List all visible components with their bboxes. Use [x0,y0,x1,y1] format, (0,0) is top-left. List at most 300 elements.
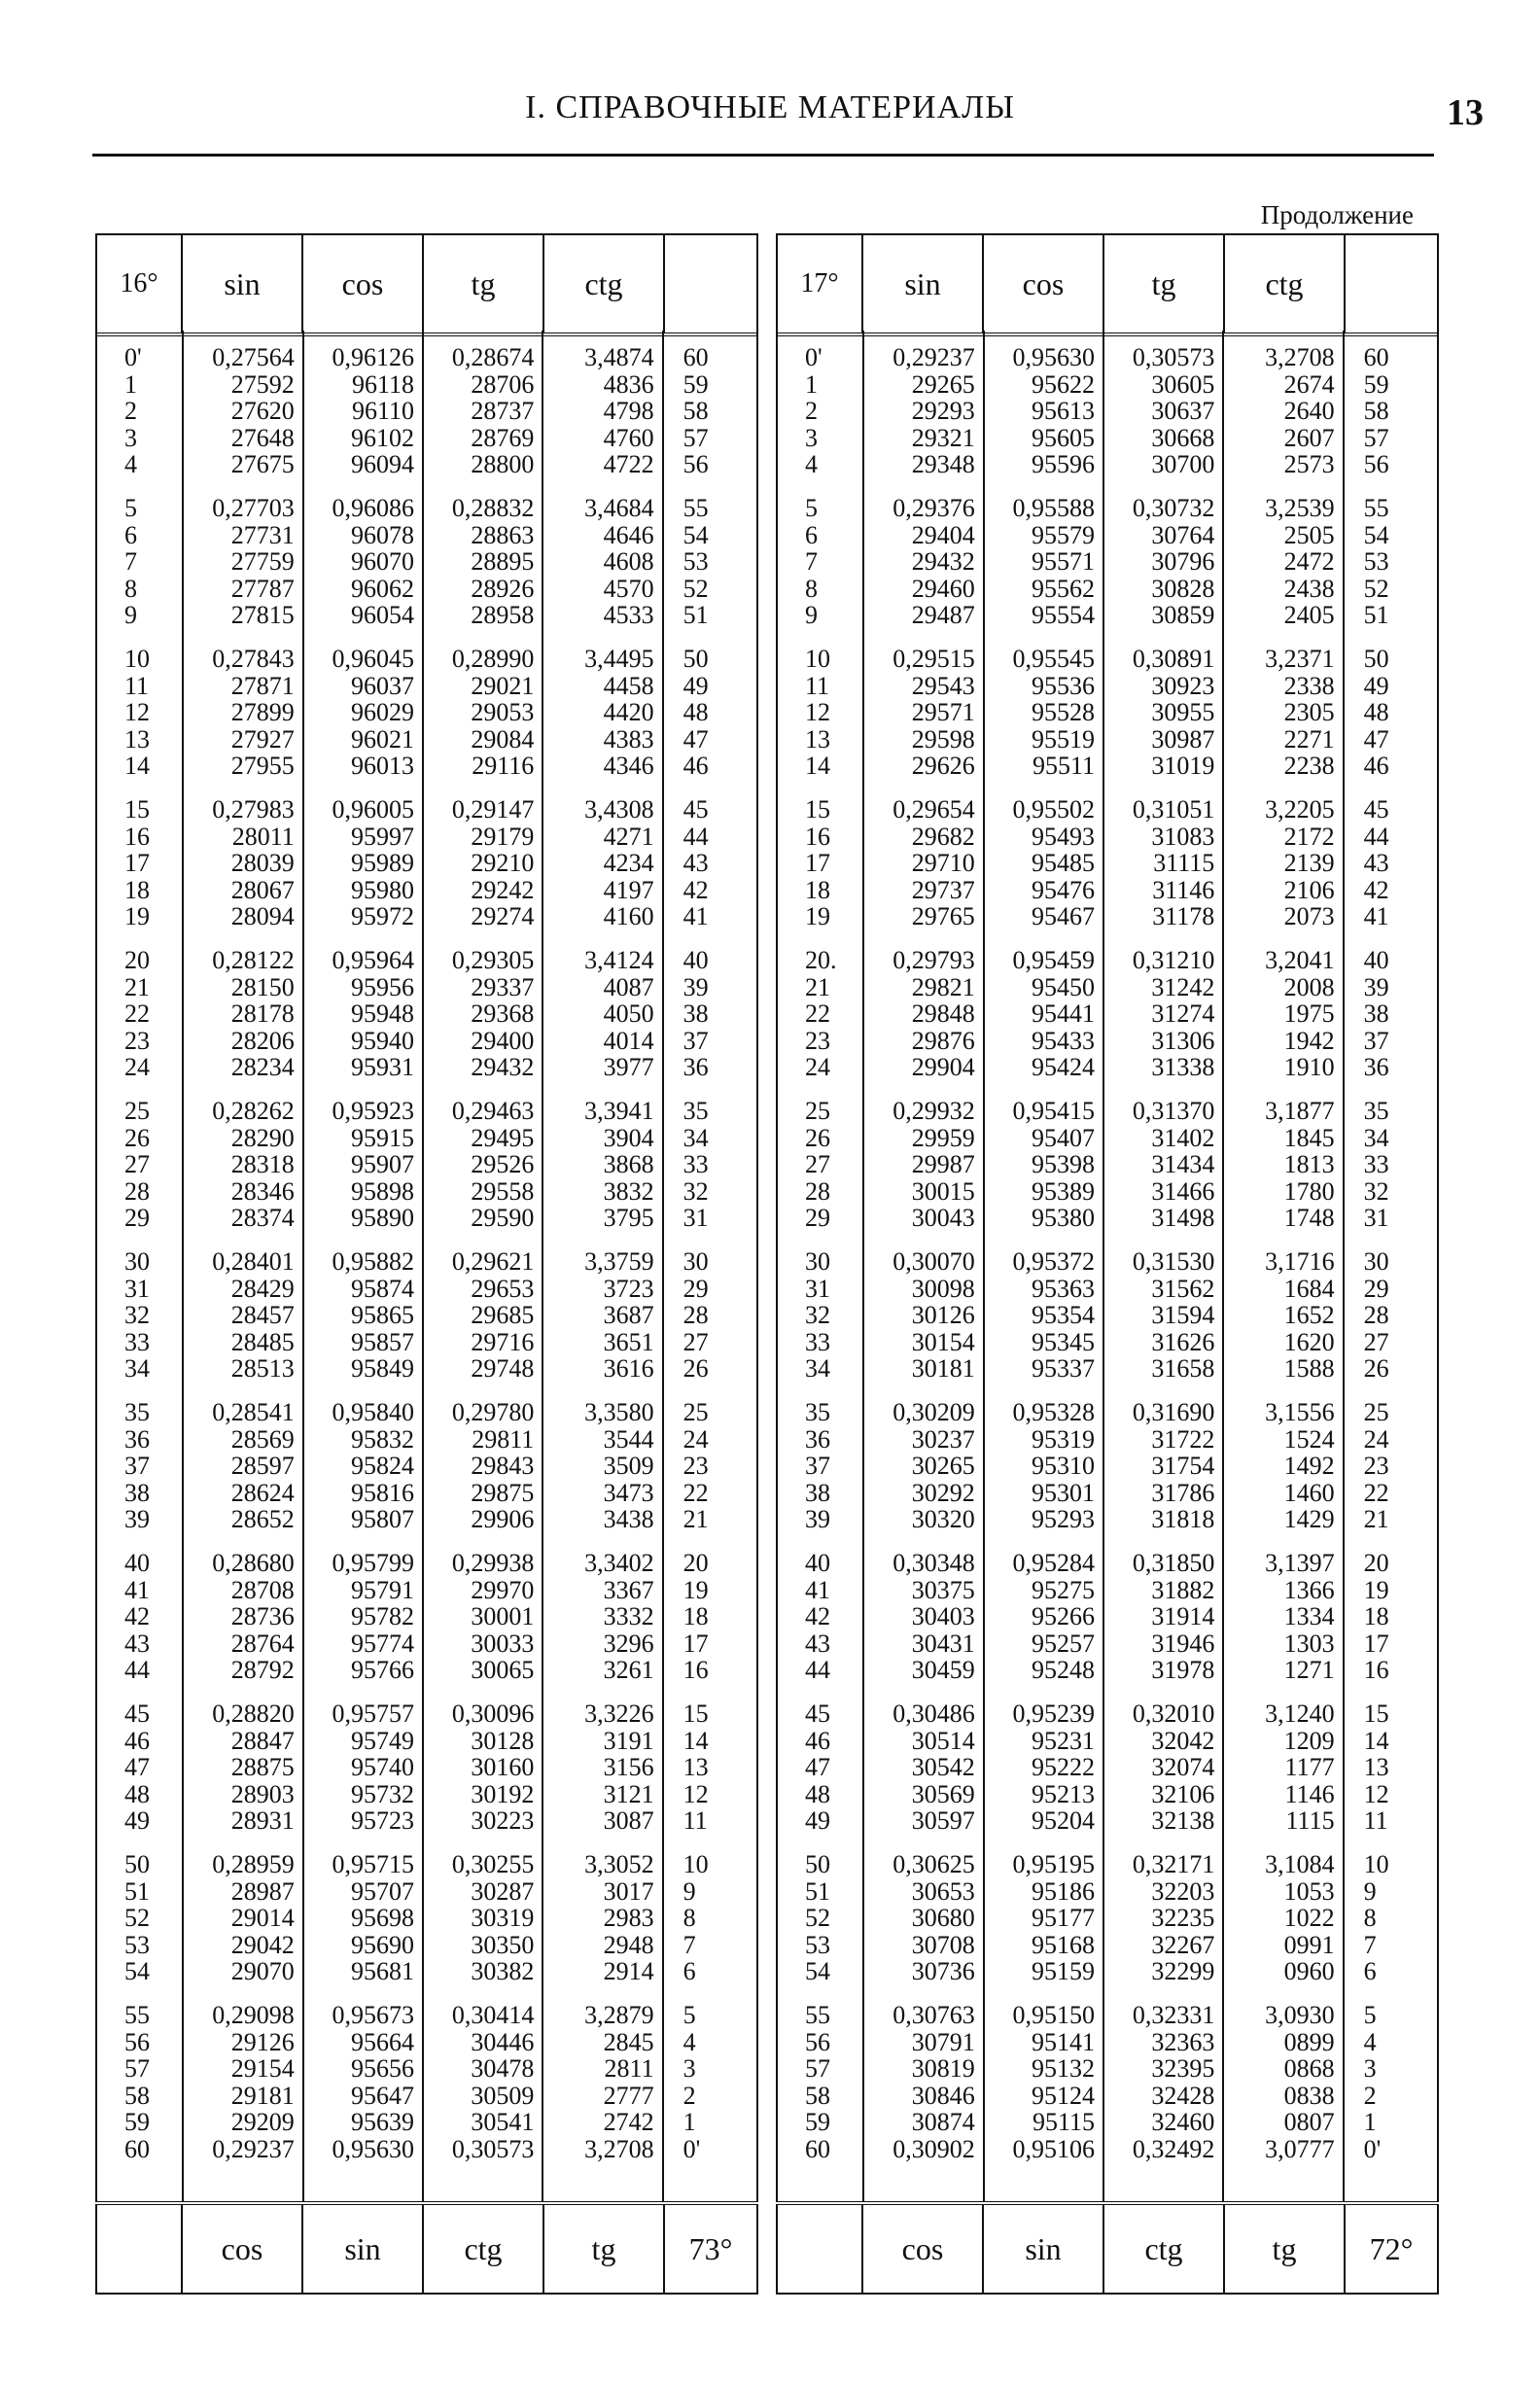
cell-sin: 29321 [911,423,975,452]
cell-tg: 31882 [1151,1575,1215,1604]
cell-rmin: 49 [1363,671,1389,700]
cell-ctg: 3,2879 [584,2001,654,2029]
cell-cos: 95248 [1032,1656,1096,1685]
cell-cos: 95931 [351,1053,415,1082]
footer-tg: ctg [1102,2205,1223,2293]
cell-sin: 0,30902 [892,2135,975,2163]
cell-cos: 95345 [1032,1327,1096,1356]
header-rmin [1344,235,1439,333]
cell-cos: 95433 [1032,1026,1096,1055]
cell-tg: 29811 [472,1424,535,1454]
cell-cos: 96021 [351,724,415,753]
cell-rmin: 15 [682,1700,709,1728]
cell-sin: 29848 [911,999,975,1029]
cell-tg: 0,30255 [451,1850,535,1878]
cell-ctg: 3904 [603,1123,654,1152]
cell-minutes: 49 [805,1806,830,1836]
cell-cos: 95467 [1032,902,1096,931]
cell-sin: 29626 [911,752,975,781]
cell-ctg: 4234 [603,849,654,878]
cell-cos: 0,95757 [332,1700,415,1728]
cell-minutes: 40 [124,1549,150,1577]
cell-minutes: 15 [805,795,830,824]
cell-minutes: 1 [124,369,137,399]
cell-cos: 95732 [351,1779,415,1808]
cell-minutes: 7 [124,547,137,577]
cell-tg: 32106 [1151,1779,1215,1808]
cell-sin: 0,28680 [212,1549,295,1577]
cell-rmin: 35 [682,1097,709,1125]
cell-rmin: 50 [1363,645,1389,673]
cell-sin: 29987 [911,1150,975,1179]
cell-minutes: 39 [805,1505,830,1534]
cell-rmin: 48 [682,698,709,727]
cell-minutes: 6 [124,520,137,549]
cell-ctg: 1845 [1283,1123,1335,1152]
cell-ctg: 4383 [603,724,654,753]
cell-sin: 28346 [230,1176,295,1206]
cell-sin: 0,30070 [892,1247,975,1276]
cell-sin: 28206 [230,1026,295,1055]
cell-rmin: 43 [682,849,709,878]
cell-cos: 95571 [1032,547,1096,577]
cell-minutes: 5 [805,494,818,522]
minutes-column [778,331,862,2201]
cell-cos: 95266 [1032,1602,1096,1631]
cell-tg: 32395 [1151,2054,1215,2084]
cell-minutes: 32 [124,1301,150,1330]
cell-sin: 0,28122 [212,946,295,974]
header-cos: cos [982,235,1102,333]
footer-rmin: 73° [663,2205,758,2293]
cell-sin: 0,29654 [892,795,975,824]
cell-ctg: 3616 [603,1354,654,1384]
cell-sin: 29293 [911,397,975,426]
cell-cos: 95168 [1032,1930,1096,1959]
cell-cos: 95740 [351,1753,415,1782]
cell-minutes: 59 [124,2108,150,2137]
cell-minutes: 35 [805,1398,830,1426]
cell-cos: 95337 [1032,1354,1096,1384]
cell-cos: 95849 [351,1354,415,1384]
cell-minutes: 37 [124,1452,150,1481]
cell-minutes: 21 [805,972,830,1001]
cell-cos: 0,95588 [1012,494,1096,522]
cell-tg: 32363 [1151,2027,1215,2056]
cell-minutes: 41 [124,1575,150,1604]
cell-minutes: 33 [124,1327,150,1356]
cell-tg: 0,31690 [1132,1398,1215,1426]
cell-rmin: 57 [1363,423,1389,452]
cell-cos: 95980 [351,875,415,904]
header-minutes: 16° [95,235,181,333]
cell-minutes: 57 [124,2054,150,2084]
cell-rmin: 47 [682,724,709,753]
cell-rmin: 55 [682,494,709,522]
cell-rmin: 52 [1363,574,1389,603]
cell-tg: 30033 [471,1629,535,1658]
cell-cos: 95681 [351,1957,415,1986]
cell-ctg: 4836 [603,369,654,399]
cell-minutes: 0' [124,343,142,371]
cell-cos: 96094 [351,450,415,479]
cell-sin: 30320 [911,1505,975,1534]
cell-minutes: 18 [124,875,150,904]
cell-cos: 95407 [1032,1123,1096,1152]
cell-cos: 96013 [351,752,415,781]
cell-tg: 31914 [1151,1602,1215,1631]
cell-rmin: 4 [682,2027,696,2056]
cell-tg: 0,29621 [451,1247,535,1276]
cell-minutes: 17 [805,849,830,878]
cell-ctg: 1588 [1283,1354,1335,1384]
cell-tg: 29400 [471,1026,535,1055]
cell-minutes: 58 [805,2081,830,2110]
cell-tg: 0,30732 [1132,494,1215,522]
cell-sin: 27955 [230,752,295,781]
cell-cos: 95816 [351,1478,415,1507]
cell-ctg: 2914 [603,1957,654,1986]
cell-cos: 0,96005 [332,795,415,824]
cell-cos: 95940 [351,1026,415,1055]
cell-ctg: 3,1556 [1265,1398,1335,1426]
cell-ctg: 3544 [603,1424,654,1454]
cell-ctg: 1115 [1285,1806,1335,1836]
cell-ctg: 3509 [603,1452,654,1481]
cell-minutes: 23 [124,1026,150,1055]
cell-cos: 95807 [351,1505,415,1534]
cell-cos: 95948 [351,999,415,1029]
cell-rmin: 52 [682,574,709,603]
cell-tg: 30541 [471,2108,535,2137]
sin-column [182,331,301,2201]
cell-ctg: 3,1397 [1265,1549,1335,1577]
footer-cos: sin [301,2205,422,2293]
cell-rmin: 35 [1363,1097,1389,1125]
cell-tg: 0,28832 [451,494,535,522]
cell-tg: 0,29938 [451,1549,535,1577]
table-header [776,233,1439,336]
cell-ctg: 2607 [1283,423,1335,452]
cell-minutes: 27 [124,1150,150,1179]
cell-sin: 0,29793 [892,946,975,974]
cell-cos: 0,95923 [332,1097,415,1125]
cell-minutes: 40 [805,1549,830,1577]
cell-ctg: 2505 [1283,520,1335,549]
cell-rmin: 57 [682,423,709,452]
cell-rmin: 39 [682,972,709,1001]
cell-ctg: 2640 [1283,397,1335,426]
cell-minutes: 4 [124,450,137,479]
cell-ctg: 2674 [1283,369,1335,399]
cell-ctg: 3,3580 [584,1398,654,1426]
cell-tg: 0,30573 [1132,343,1215,371]
cell-rmin: 55 [1363,494,1389,522]
cell-rmin: 31 [1363,1204,1389,1233]
cell-minutes: 43 [124,1629,150,1658]
cell-rmin: 38 [1363,999,1389,1029]
cell-cos: 96070 [351,547,415,577]
cell-cos: 95389 [1032,1176,1096,1206]
cell-sin: 30126 [911,1301,975,1330]
cell-sin: 27871 [230,671,295,700]
cell-rmin: 8 [682,1904,696,1933]
cell-rmin: 16 [1363,1656,1389,1685]
cell-rmin: 7 [1363,1930,1377,1959]
cell-tg: 30223 [471,1806,535,1836]
cell-tg: 32235 [1151,1904,1215,1933]
cell-sin: 0,29098 [212,2001,295,2029]
cell-rmin: 48 [1363,698,1389,727]
cell-sin: 0,28820 [212,1700,295,1728]
cell-minutes: 46 [805,1726,830,1755]
cell-ctg: 3,0930 [1265,2001,1335,2029]
cell-tg: 28737 [471,397,535,426]
cell-ctg: 3,4308 [584,795,654,824]
cell-tg: 31498 [1151,1204,1215,1233]
cell-tg: 30160 [471,1753,535,1782]
cell-rmin: 0' [1363,2135,1382,2163]
cell-sin: 27620 [230,397,295,426]
cell-sin: 30098 [911,1274,975,1303]
cell-minutes: 60 [805,2135,830,2163]
cell-minutes: 43 [805,1629,830,1658]
cell-cos: 95596 [1032,450,1096,479]
cell-cos: 95698 [351,1904,415,1933]
cell-minutes: 15 [124,795,150,824]
cell-minutes: 55 [124,2001,150,2029]
cell-minutes: 59 [805,2108,830,2137]
cell-rmin: 29 [682,1274,709,1303]
cell-sin: 28178 [230,999,295,1029]
cell-sin: 28234 [230,1053,295,1082]
cell-minutes: 9 [124,601,137,630]
cell-rmin: 23 [1363,1452,1389,1481]
cell-sin: 0,29932 [892,1097,975,1125]
cell-rmin: 31 [682,1204,709,1233]
cell-cos: 95890 [351,1204,415,1233]
cell-tg: 29906 [471,1505,535,1534]
cell-cos: 0,95150 [1012,2001,1096,2029]
cell-cos: 0,95328 [1012,1398,1096,1426]
cell-tg: 29748 [471,1354,535,1384]
cell-cos: 95301 [1032,1478,1096,1507]
cell-minutes: 34 [805,1354,830,1384]
cell-rmin: 14 [1363,1726,1389,1755]
header-ctg: ctg [1223,235,1344,333]
cell-minutes: 17 [124,849,150,878]
cell-rmin: 1 [682,2108,696,2137]
cell-tg: 29653 [471,1274,535,1303]
cell-ctg: 2238 [1283,752,1335,781]
cell-tg: 31083 [1151,822,1215,851]
cell-ctg: 3,4124 [584,946,654,974]
cell-sin: 28457 [230,1301,295,1330]
cell-minutes: 13 [805,724,830,753]
cell-minutes: 31 [124,1274,150,1303]
cell-tg: 31115 [1153,849,1215,878]
cell-minutes: 54 [124,1957,150,1986]
cell-minutes: 55 [805,2001,830,2029]
cell-cos: 0,95415 [1012,1097,1096,1125]
cell-rmin: 20 [682,1549,709,1577]
header-sin: sin [181,235,301,333]
cell-ctg: 3,0777 [1265,2135,1335,2163]
cell-minutes: 36 [805,1424,830,1454]
footer-minutes [776,2205,861,2293]
cell-sin: 0,29515 [892,645,975,673]
cell-ctg: 3723 [603,1274,654,1303]
cell-tg: 29843 [471,1452,535,1481]
cell-rmin: 25 [1363,1398,1389,1426]
cell-sin: 30237 [911,1424,975,1454]
cell-minutes: 53 [805,1930,830,1959]
cell-rmin: 22 [682,1478,709,1507]
cell-ctg: 4087 [603,972,654,1001]
cell-tg: 30923 [1151,671,1215,700]
cell-rmin: 6 [682,1957,696,1986]
cell-cos: 95213 [1032,1779,1096,1808]
cell-rmin: 33 [682,1150,709,1179]
cell-cos: 95511 [1032,752,1096,781]
cell-minutes: 56 [124,2027,150,2056]
cell-cos: 95639 [351,2108,415,2137]
cell-sin: 30736 [911,1957,975,1986]
cell-cos: 95441 [1032,999,1096,1029]
cell-rmin: 2 [1363,2081,1377,2110]
cell-sin: 30846 [911,2081,975,2110]
cell-minutes: 60 [124,2135,150,2163]
minutes-column [97,331,182,2201]
cell-cos: 0,95964 [332,946,415,974]
cell-ctg: 4050 [603,999,654,1029]
cell-tg: 31562 [1151,1274,1215,1303]
cell-sin: 0,30763 [892,2001,975,2029]
cell-sin: 30680 [911,1904,975,1933]
cell-ctg: 4760 [603,423,654,452]
cell-cos: 95132 [1032,2054,1096,2084]
cell-sin: 28764 [230,1629,295,1658]
cell-tg: 0,32492 [1132,2135,1215,2163]
cell-minutes: 6 [805,520,818,549]
cell-cos: 95907 [351,1150,415,1179]
cell-ctg: 2438 [1283,574,1335,603]
cell-cos: 95605 [1032,423,1096,452]
cell-rmin: 13 [682,1753,709,1782]
cell-cos: 95231 [1032,1726,1096,1755]
cell-ctg: 1492 [1283,1452,1335,1481]
cell-cos: 95857 [351,1327,415,1356]
cell-ctg: 2305 [1283,698,1335,727]
cell-tg: 30859 [1151,601,1215,630]
cell-sin: 29682 [911,822,975,851]
reverse-minutes-column [1343,331,1437,2201]
cell-rmin: 54 [1363,520,1389,549]
cell-ctg: 3,3759 [584,1247,654,1276]
cell-tg: 31658 [1151,1354,1215,1384]
cell-rmin: 3 [1363,2054,1377,2084]
tg-column [1102,331,1222,2201]
header-minutes: 17° [776,235,861,333]
table-footer [95,2201,758,2295]
table-16-degrees [95,233,758,2314]
cell-minutes: 45 [124,1700,150,1728]
cell-ctg: 0838 [1283,2081,1335,2110]
cell-minutes: 26 [805,1123,830,1152]
cell-ctg: 2271 [1283,724,1335,753]
cell-minutes: 12 [805,698,830,727]
cell-rmin: 53 [682,547,709,577]
cell-sin: 27927 [230,724,295,753]
cell-cos: 95647 [351,2081,415,2110]
cell-sin: 0,27983 [212,795,295,824]
cell-sin: 29737 [911,875,975,904]
cell-sin: 27648 [230,423,295,452]
cell-ctg: 1684 [1283,1274,1335,1303]
cell-tg: 31594 [1151,1301,1215,1330]
cell-rmin: 34 [682,1123,709,1152]
cell-rmin: 36 [1363,1053,1389,1082]
cell-tg: 30828 [1151,574,1215,603]
cell-minutes: 20. [805,946,837,974]
cell-rmin: 18 [1363,1602,1389,1631]
cell-minutes: 46 [124,1726,150,1755]
cell-sin: 29571 [911,698,975,727]
cell-tg: 30509 [471,2081,535,2110]
cell-rmin: 45 [1363,795,1389,824]
cell-sin: 30791 [911,2027,975,2056]
cell-rmin: 17 [682,1629,709,1658]
cell-rmin: 11 [682,1806,708,1836]
cell-rmin: 59 [682,369,709,399]
ctg-column [542,331,661,2201]
cell-cos: 95579 [1032,520,1096,549]
cell-cos: 0,95630 [1012,343,1096,371]
cell-minutes: 19 [805,902,830,931]
cell-sin: 28513 [230,1354,295,1384]
cell-tg: 29716 [471,1327,535,1356]
cell-ctg: 1146 [1284,1779,1335,1808]
cell-tg: 30796 [1151,547,1215,577]
cell-sin: 30569 [911,1779,975,1808]
cell-minutes: 34 [124,1354,150,1384]
cell-ctg: 3,3402 [584,1549,654,1577]
cell-cos: 95956 [351,972,415,1001]
cell-ctg: 1748 [1283,1204,1335,1233]
cell-ctg: 3156 [603,1753,654,1782]
cell-rmin: 42 [682,875,709,904]
cell-rmin: 15 [1363,1700,1389,1728]
cell-minutes: 50 [805,1850,830,1878]
cell-ctg: 1813 [1283,1150,1335,1179]
cell-ctg: 3,2708 [1265,343,1335,371]
cell-ctg: 1177 [1284,1753,1335,1782]
cell-rmin: 18 [682,1602,709,1631]
cell-sin: 28569 [230,1424,295,1454]
cell-sin: 28931 [230,1806,295,1836]
cell-cos: 0,95799 [332,1549,415,1577]
cell-tg: 28769 [471,423,535,452]
cell-tg: 29368 [471,999,535,1029]
cell-ctg: 0991 [1283,1930,1335,1959]
cell-rmin: 6 [1363,1957,1377,1986]
cell-cos: 95874 [351,1274,415,1303]
header-sin: sin [861,235,982,333]
cell-minutes: 23 [805,1026,830,1055]
cell-tg: 29875 [471,1478,535,1507]
header-tg: tg [1102,235,1223,333]
cell-tg: 0,30414 [451,2001,535,2029]
